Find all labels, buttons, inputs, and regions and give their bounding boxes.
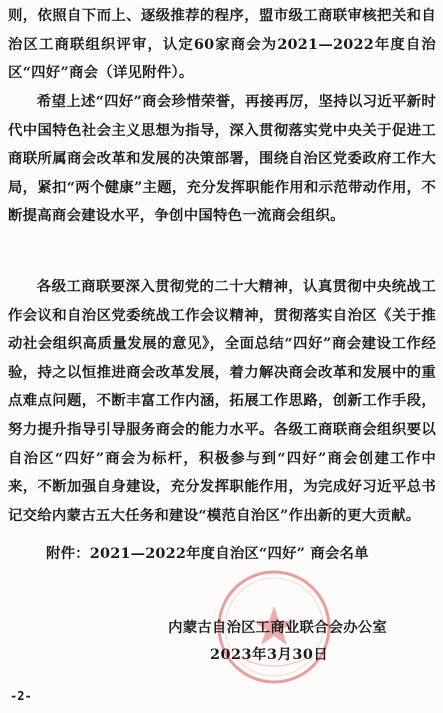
paragraph-2: 希望上述“四好”商会珍惜荣誉，再接再厉，坚持以习近平新时代中国特色社会主义思想为指导，深入贯彻落实党中央关于促进工商联所属商会改革和发展的决策部署，围绕自治区党委政府工作大局，紧扣“两个健康”主题，充分发挥职能作用和示范带动作用，不断提高商会建设水平，争创中国特色一流商会组织。 [8, 93, 436, 225]
paragraph-1: 则，依照自下而上、逐级推荐的程序，盟市级工商联审核把关和自治区工商联组织评审，认定60家商会为2021—2022年度自治区“四好”商会（详见附件）。 [8, 7, 436, 82]
paragraph-3: 各级工商联要深入贯彻党的二十大精神，认真贯彻中央统战工作会议和自治区党委统战工作会议精神，贯彻落实自治区《关于推动社会组织高质量发展的意见》，全面总结“四好”商会建设工作经验，持之以恒推进商会改革发展，着力解决商会改革和发展中的重点难点问题，不断丰富工作内涵，拓展工作思路，创新工作手段，努力提升指导引导服务商会的能力水平。各级工商联商会组织要以自治区“四好”商会为标杆，积极参与到“四好”商会创建工作中来，不断加强自身建设，充分发挥职能作用，为完成好习近平总书记交给内蒙古五大任务和建设“模范自治区”作出新的更大贡献。 [8, 278, 436, 524]
signature-organization: 内蒙古自治区工商业联合会办公室 [168, 619, 387, 636]
page-number: -2- [10, 689, 32, 703]
signature-date: 2023年3月30日 [210, 646, 329, 663]
attachment-line: 附件：2021—2022年度自治区“四好” 商会名单 [46, 545, 369, 562]
